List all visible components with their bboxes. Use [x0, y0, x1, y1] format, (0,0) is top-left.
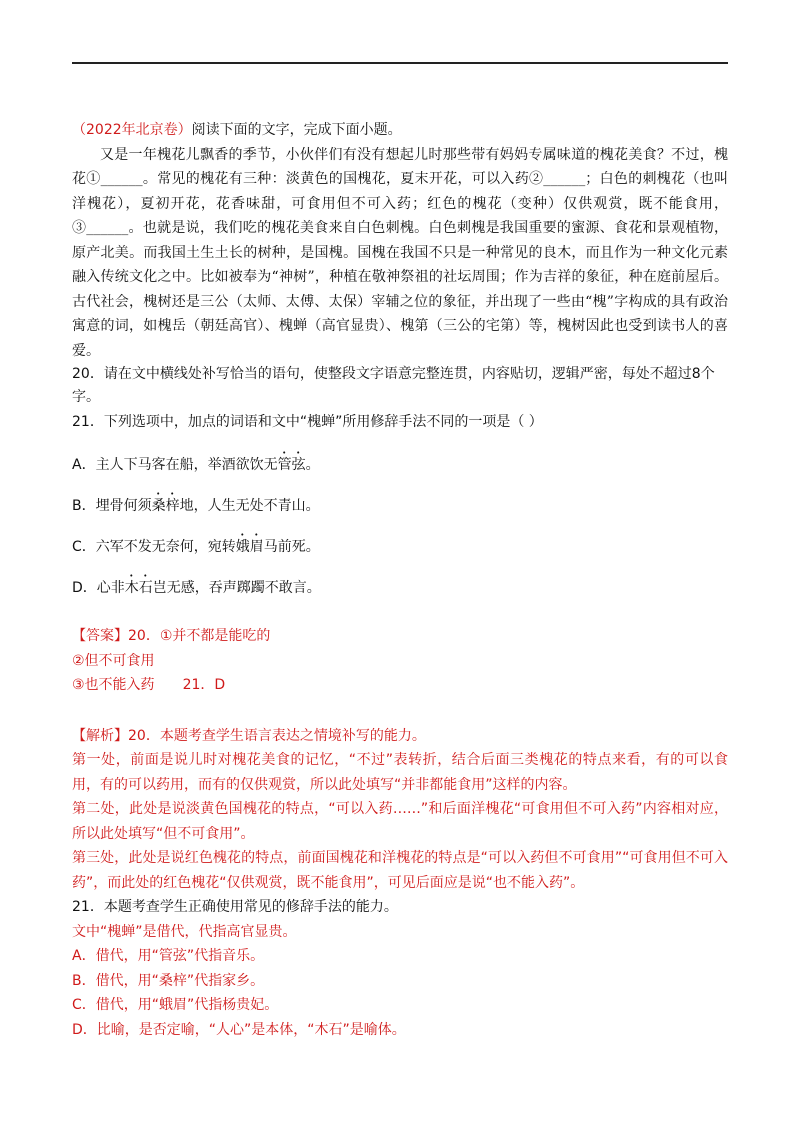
option-a: A．主人下马客在船，举酒欲饮无管弦。: [72, 457, 320, 473]
header-rule: [72, 62, 728, 64]
analysis-p3: 第三处，此处是说红色槐花的特点，前面国槐花和洋槐花的特点是“可以入药但不可食用”“可食用但不可入药”，而此处的红色槐花“仅供观赏，既不能食用”，可见后面应是说“也不能入药”。: [72, 850, 728, 891]
document-body: [72, 118, 728, 1042]
answer-line-1: 20．①并不都是能吃的: [128, 628, 271, 644]
analysis-block: [72, 724, 728, 896]
question-heading: [72, 118, 728, 143]
analysis-head: 20．本题考查学生语言表达之情境补写的能力。: [128, 727, 426, 744]
analysis-q21: 21．本题考查学生正确使用常见的修辞手法的能力。: [72, 899, 398, 915]
emphasis-word-c: 娥眉: [235, 539, 264, 555]
option-c: C．六军不发无奈何，宛转娥眉马前死。: [72, 539, 320, 555]
option-d: D．心非木石岂无感，吞声踯躅不敢言。: [72, 580, 321, 596]
analysis-d: D．比喻，是否定喻，“人心”是本体，“木石”是喻体。: [72, 1021, 406, 1038]
analysis-p1: 第一处，前面是说儿时对槐花美食的记忆，“不过”表转折，结合后面三类槐花的特点来看，有的可以食用，有的可以药用，而有的仅供观赏，所以此处填写“并非都能食用”这样的内容。: [72, 752, 728, 793]
answer-21: 21．D: [182, 677, 226, 693]
analysis-intro: 文中“槐蝉”是借代，代指高官显贵。: [72, 923, 297, 940]
question-20: 20．请在文中横线处补写恰当的语句，使整段文字语意完整连贯，内容贴切，逻辑严密，每处不超过8个字。: [72, 366, 715, 405]
analysis-a: A．借代，用“管弦”代指音乐。: [72, 948, 265, 964]
analysis-p2: 第二处，此处是说淡黄色国槐花的特点，“可以入药……”和后面洋槐花“可食用但不可入药”内容相对应，所以此处填写“但不可食用”。: [72, 801, 728, 842]
analysis-c: C．借代，用“蛾眉”代指杨贵妃。: [72, 997, 279, 1013]
source-tag: （2022年北京卷）: [72, 122, 192, 138]
reading-passage: [72, 143, 728, 364]
instruction-text: 阅读下面的文字，完成下面小题。: [191, 122, 402, 138]
answer-line-3: ③也不能入药: [72, 677, 155, 693]
analysis-label: 【解析】: [72, 727, 128, 744]
option-b: B．埋骨何须桑梓地，人生无处不青山。: [72, 498, 320, 514]
emphasis-word-a: 管弦: [277, 457, 306, 473]
emphasis-word-b: 桑梓: [151, 498, 180, 514]
answer-block: [72, 624, 728, 698]
question-21: 21．下列选项中，加点的词语和文中“槐蝉”所用修辞手法不同的一项是（ ）: [72, 414, 543, 430]
analysis-b: B．借代，用“桑梓”代指家乡。: [72, 972, 265, 989]
answer-line-2: ②但不可食用: [72, 652, 155, 669]
emphasis-word-d: 木石: [124, 580, 153, 596]
answer-label: 【答案】: [72, 628, 128, 644]
passage-text: 又是一年槐花儿飘香的季节，小伙伴们有没有想起儿时那些带有妈妈专属味道的槐花美食？不过，槐花①______。常见的槐花有三种：淡黄色的国槐花，夏末开花，可以入药②______；白色的刺槐花（也叫洋槐花），夏初开花，花香味甜，可食用但不可入药；红色的槐花（变种）仅供观赏，既不能食用，③______。也就是说，我们吃的槐花美食来自白色刺槐。白色刺槐是我国重要的蜜源、食花和景观植物，原产北美。而我国土生土长的树种，是国槐。国槐在我国不只是一种常见的良木，而且作为一种文化元素融入传统文化之中。比如被奉为“神树”，种植在敬神祭祖的社坛周围；作为吉祥的象征，种在庭前屋后。古代社会，槐树还是三公（太师、太傅、太保）宰辅之位的象征，并出现了一些由“槐”字构成的具有政治寓意的词，如槐岳（朝廷高官）、槐蝉（高官显贵）、槐第（三公的宅第）等，槐树因此也受到读书人的喜爱。: [72, 146, 728, 359]
